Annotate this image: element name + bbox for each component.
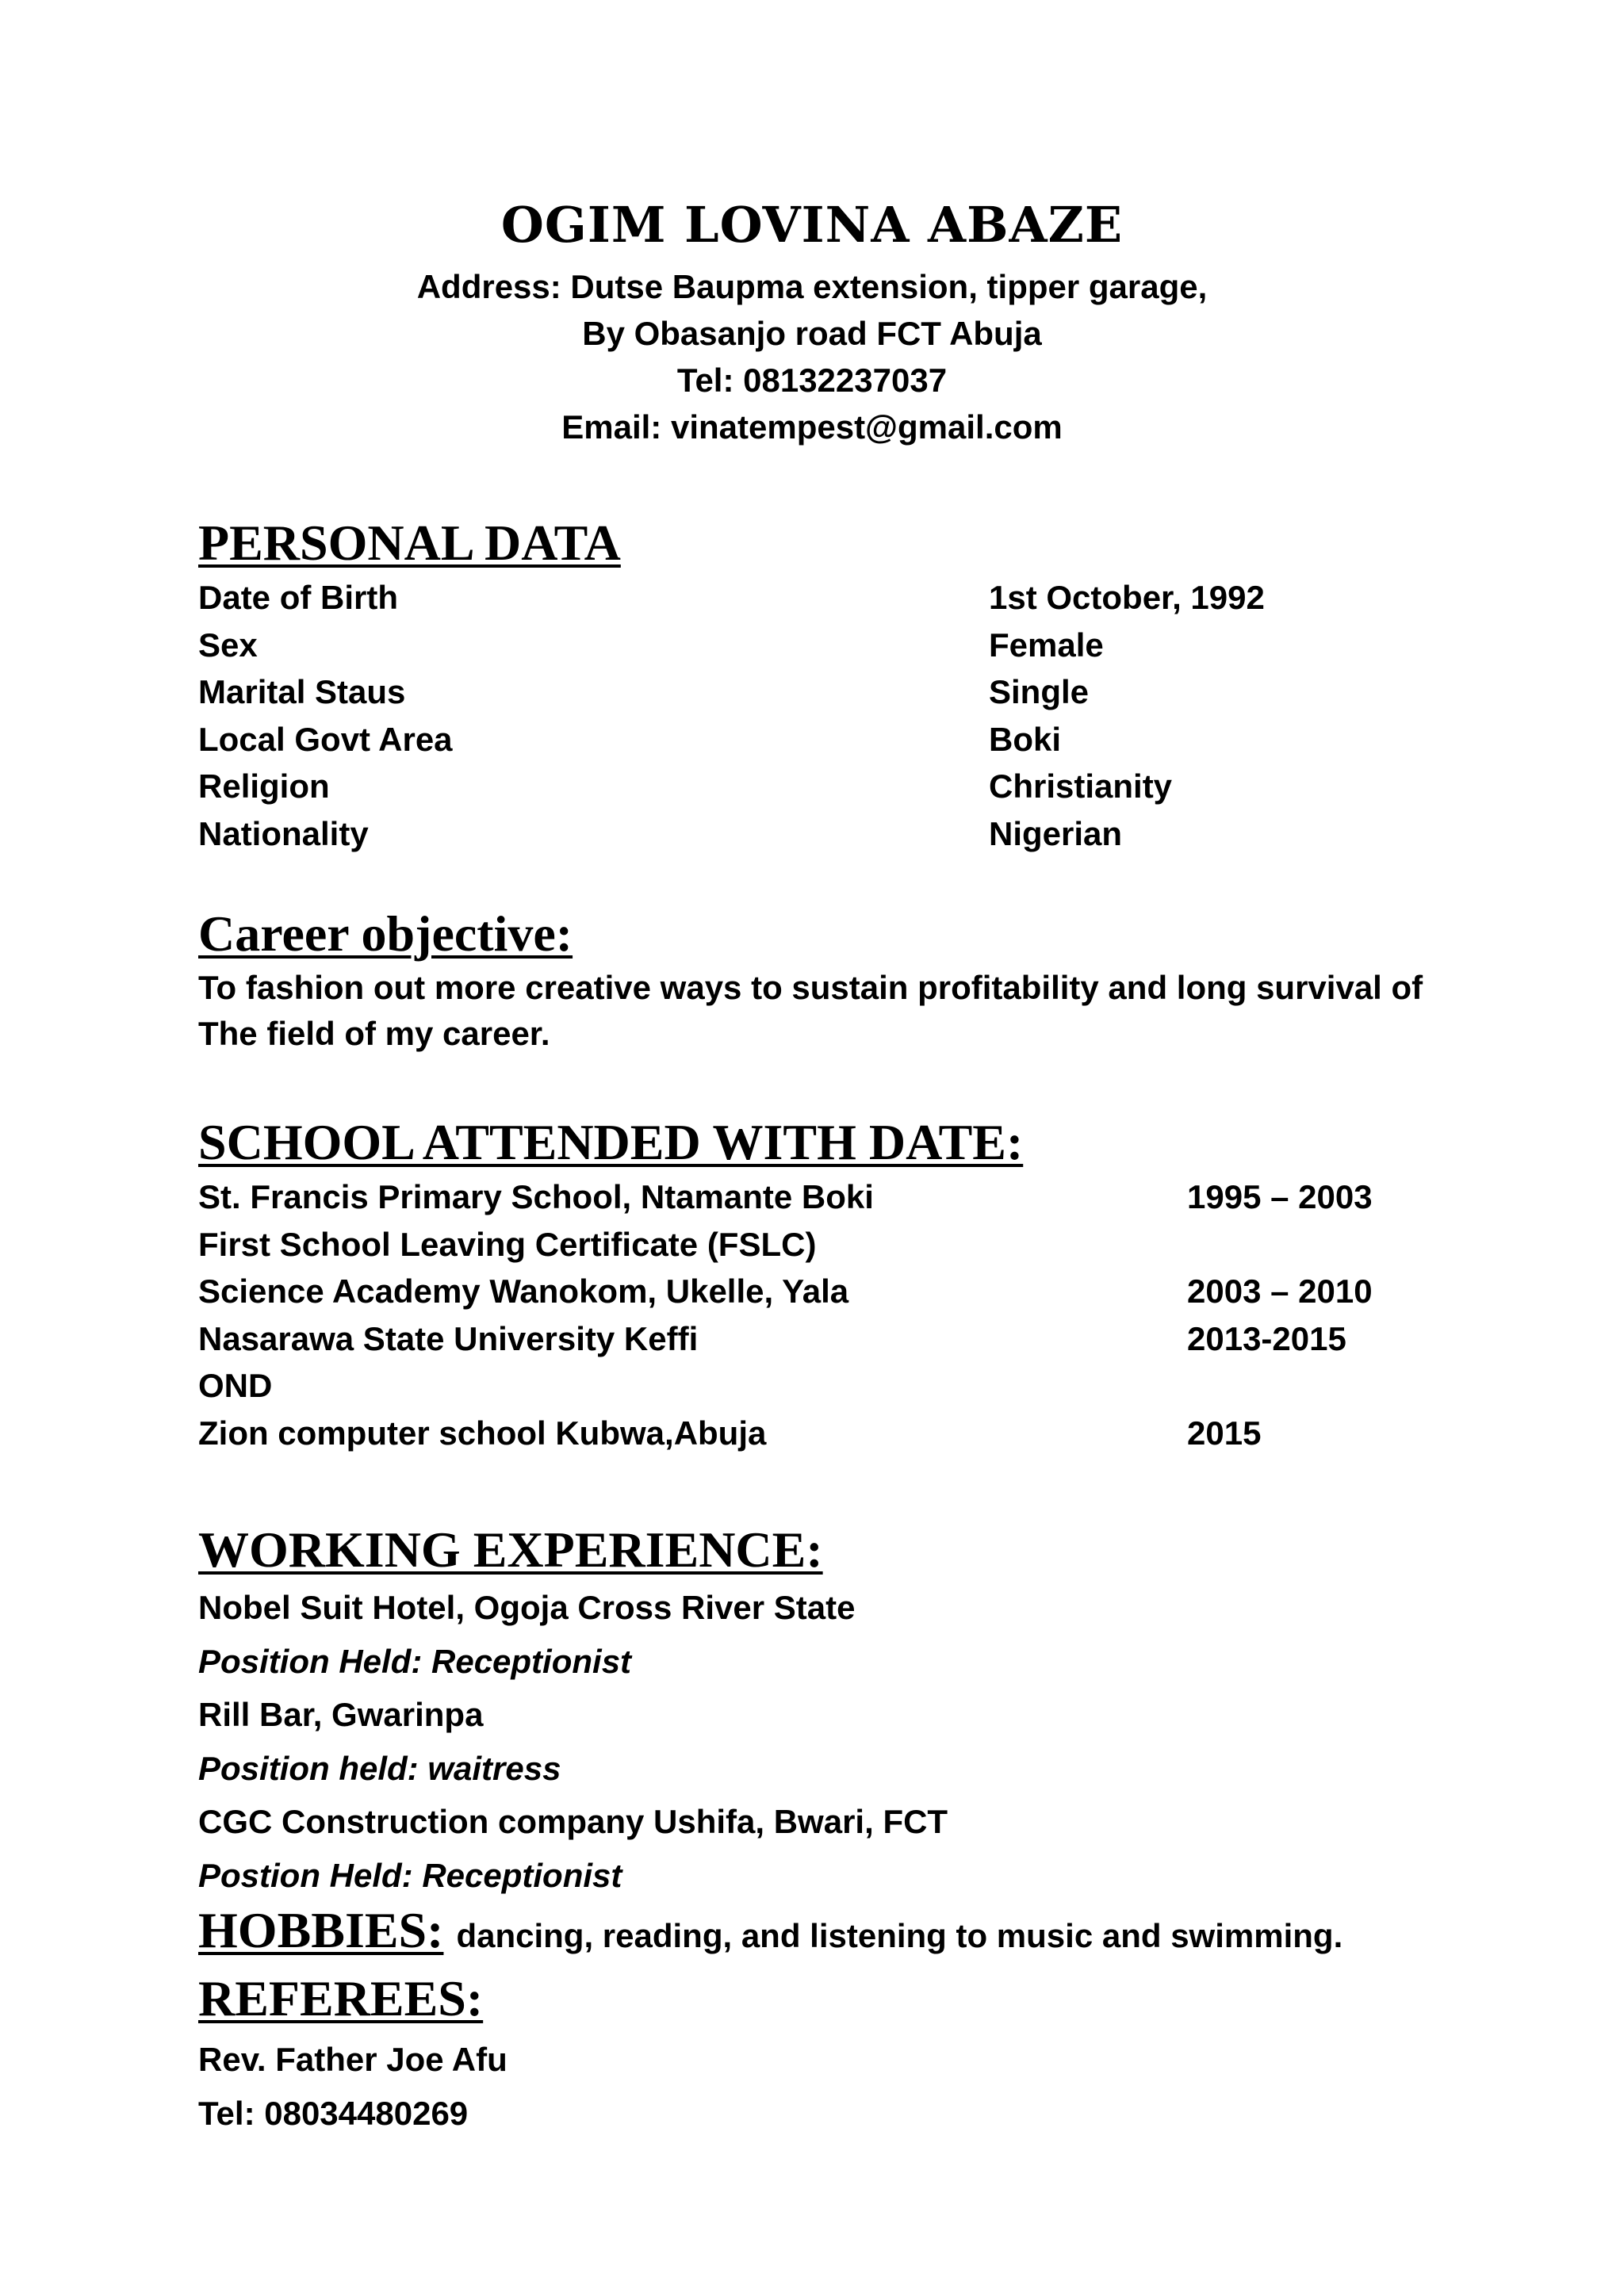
address-line-2: By Obasanjo road FCT Abuja xyxy=(582,315,1042,352)
referees-heading: REFEREES: xyxy=(198,1970,484,2026)
school-dates: 1995 – 2003 xyxy=(1187,1178,1373,1215)
school-dates: 2013-2015 xyxy=(1187,1319,1346,1357)
row-value: Boki xyxy=(989,720,1062,758)
phone-number: Tel: 08132237037 xyxy=(676,362,948,399)
school-name: Zion computer school Kubwa,Abuja xyxy=(198,1414,767,1452)
resume-header xyxy=(0,187,1624,450)
row-label: Local Govt Area xyxy=(198,720,453,758)
school-name: Science Academy Wanokom, Ukelle, Yala xyxy=(198,1272,849,1310)
referee-name: Rev. Father Joe Afu xyxy=(198,2041,508,2078)
referee-phone: Tel: 08034480269 xyxy=(198,2095,469,2132)
work-experience-section xyxy=(198,1519,1467,1902)
hobbies-text: dancing, reading, and listening to music and swimming. xyxy=(456,1917,1343,1954)
school-name: OND xyxy=(198,1367,273,1404)
row-label: Marital Staus xyxy=(198,673,406,710)
school-name: First School Leaving Certificate (FSLC) xyxy=(198,1225,817,1263)
personal-data-row xyxy=(198,574,1467,622)
personal-data-heading: PERSONAL DATA xyxy=(198,515,621,571)
employer-line: Rill Bar, Gwarinpa xyxy=(198,1696,484,1733)
personal-data-section xyxy=(198,512,1467,857)
row-label: Date of Birth xyxy=(198,579,398,616)
school-row xyxy=(198,1410,1467,1457)
row-label: Sex xyxy=(198,626,258,664)
work-experience-heading: WORKING EXPERIENCE: xyxy=(198,1521,823,1578)
hobbies-heading: HOBBIES: xyxy=(198,1902,444,1958)
row-label: Religion xyxy=(198,767,330,805)
school-dates: 2003 – 2010 xyxy=(1187,1272,1373,1310)
personal-data-row xyxy=(198,810,1467,858)
row-value: Nigerian xyxy=(989,814,1123,852)
school-row xyxy=(198,1362,1467,1410)
employer-line: Nobel Suit Hotel, Ogoja Cross River State xyxy=(198,1589,856,1626)
row-label: Nationality xyxy=(198,814,369,852)
career-objective-section xyxy=(198,903,1467,1057)
email-address: Email: vinatempest@gmail.com xyxy=(561,408,1063,446)
school-row xyxy=(198,1315,1467,1363)
personal-data-row xyxy=(198,668,1467,716)
school-dates: 2015 xyxy=(1187,1414,1262,1452)
schools-heading: SCHOOL ATTENDED WITH DATE: xyxy=(198,1114,1024,1170)
school-name: Nasarawa State University Keffi xyxy=(198,1319,699,1357)
career-objective-line-2: The field of my career. xyxy=(198,1015,550,1052)
row-value: Single xyxy=(989,673,1090,710)
school-row xyxy=(198,1221,1467,1269)
position-line: Position Held: Receptionist xyxy=(198,1642,632,1680)
position-line: Position held: waitress xyxy=(198,1749,561,1787)
school-name: St. Francis Primary School, Ntamante Boki xyxy=(198,1178,874,1215)
school-row xyxy=(198,1173,1467,1221)
address-line-1: Address: Dutse Baupma extension, tipper garage, xyxy=(416,268,1208,305)
employer-line: CGC Construction company Ushifa, Bwari, FCT xyxy=(198,1803,948,1840)
personal-data-row xyxy=(198,716,1467,763)
row-value: 1st October, 1992 xyxy=(989,579,1265,616)
personal-data-row xyxy=(198,763,1467,810)
candidate-name: OGIM LOVINA ABAZE xyxy=(500,196,1124,254)
row-value: Christianity xyxy=(989,767,1173,805)
row-value: Female xyxy=(989,626,1104,664)
career-objective-line-1: To fashion out more creative ways to sustain profitability and long survival of xyxy=(198,969,1423,1006)
schools-section xyxy=(198,1112,1467,1456)
referees-section xyxy=(198,1968,1467,2141)
personal-data-row xyxy=(198,622,1467,669)
career-objective-heading: Career objective: xyxy=(198,905,573,962)
hobbies-section xyxy=(198,1900,1467,1961)
position-line: Postion Held: Receptionist xyxy=(198,1856,622,1894)
school-row xyxy=(198,1268,1467,1315)
